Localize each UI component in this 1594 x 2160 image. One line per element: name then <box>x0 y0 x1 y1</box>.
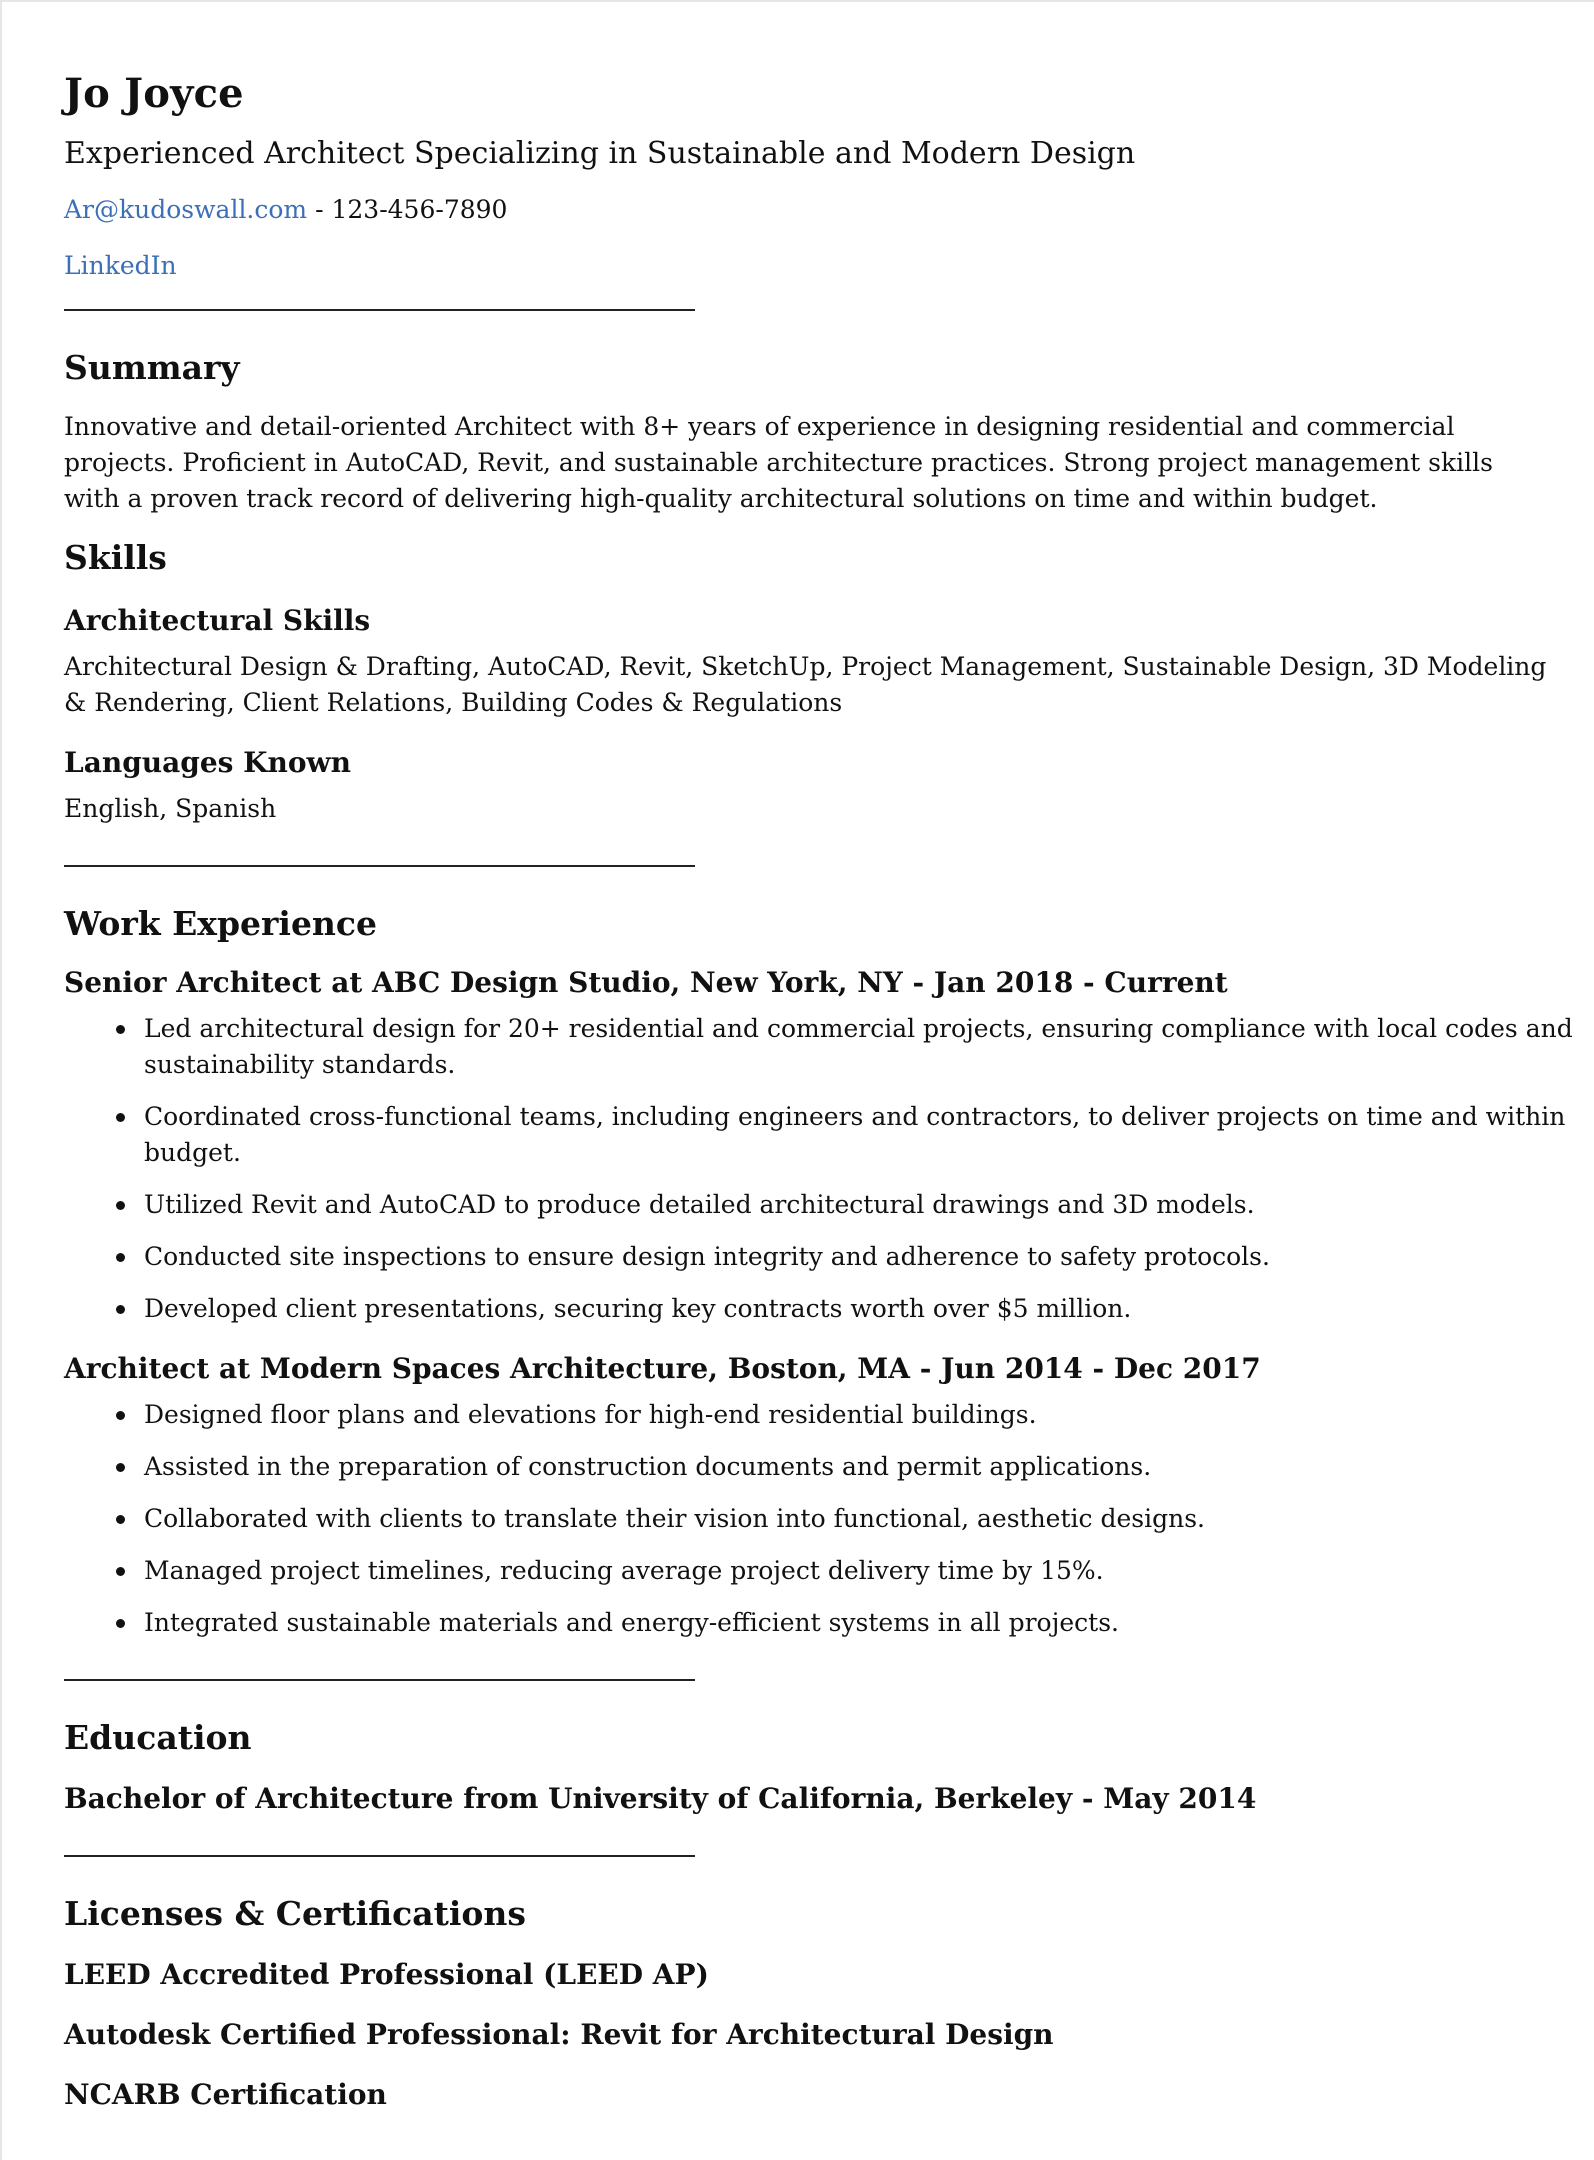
list-item: Developed client presentations, securing key contracts worth over $5 million. <box>144 1291 1584 1327</box>
experience-heading: Work Experience <box>64 904 378 943</box>
list-item: Collaborated with clients to translate their vision into functional, aesthetic designs. <box>144 1501 1584 1537</box>
list-item: Coordinated cross-functional teams, including engineers and contractors, to deliver projects on time and within budget. <box>144 1099 1584 1171</box>
job-title: Senior Architect at ABC Design Studio, New York, NY - Jan 2018 - Current <box>64 966 1228 999</box>
skills-group-title: Languages Known <box>64 746 351 779</box>
section-divider <box>64 309 695 311</box>
certification-item: NCARB Certification <box>64 2078 387 2111</box>
list-item: Assisted in the preparation of construction documents and permit applications. <box>144 1449 1584 1485</box>
skills-group-text: Architectural Design & Drafting, AutoCAD, Revit, SketchUp, Project Management, Sustainable Design, 3D Modeling & Rendering, Client Relations, Building Codes & Regulations <box>64 652 1547 717</box>
linkedin-link[interactable]: LinkedIn <box>64 251 177 280</box>
certifications-heading: Licenses & Certifications <box>64 1894 526 1933</box>
education-degree: Bachelor of Architecture from University of California, Berkeley - May 2014 <box>64 1782 1257 1815</box>
skills-heading: Skills <box>64 538 167 577</box>
section-divider <box>64 1855 695 1857</box>
certification-item: LEED Accredited Professional (LEED AP) <box>64 1958 709 1991</box>
section-divider <box>64 1679 695 1681</box>
certification-item: Autodesk Certified Professional: Revit for Architectural Design <box>64 2018 1054 2051</box>
list-item: Utilized Revit and AutoCAD to produce detailed architectural drawings and 3D models. <box>144 1187 1584 1223</box>
list-item: Integrated sustainable materials and energy-efficient systems in all projects. <box>144 1605 1584 1641</box>
list-item: Led architectural design for 20+ residential and commercial projects, ensuring compliance with local codes and sustainability standards. <box>144 1011 1584 1083</box>
phone-number: 123-456-7890 <box>331 195 508 224</box>
education-heading: Education <box>64 1718 252 1757</box>
contact-separator: - <box>307 195 332 224</box>
email-link[interactable]: Ar@kudoswall.com <box>64 195 308 224</box>
summary-heading: Summary <box>64 348 240 387</box>
job-bullets <box>64 1011 1594 1327</box>
job-bullets <box>64 1397 1594 1641</box>
candidate-name: Jo Joyce <box>64 70 244 117</box>
skills-group-title: Architectural Skills <box>64 604 371 637</box>
job-title: Architect at Modern Spaces Architecture, Boston, MA - Jun 2014 - Dec 2017 <box>64 1352 1261 1385</box>
list-item: Managed project timelines, reducing average project delivery time by 15%. <box>144 1553 1584 1589</box>
skills-group-text: English, Spanish <box>64 794 277 823</box>
list-item: Designed floor plans and elevations for high-end residential buildings. <box>144 1397 1584 1433</box>
summary-text: Innovative and detail-oriented Architect with 8+ years of experience in designing residential and commercial projects. Proficient in AutoCAD, Revit, and sustainable architecture practices. Strong project management skills with a proven track record of delivering high-quality architectural solutions on time and within budget. <box>64 412 1493 513</box>
contact-line <box>64 193 1594 227</box>
candidate-tagline: Experienced Architect Specializing in Sustainable and Modern Design <box>64 136 1136 171</box>
list-item: Conducted site inspections to ensure design integrity and adherence to safety protocols. <box>144 1239 1584 1275</box>
resume-page <box>2 2 1594 2160</box>
section-divider <box>64 865 695 867</box>
linkedin-line <box>64 249 1594 283</box>
